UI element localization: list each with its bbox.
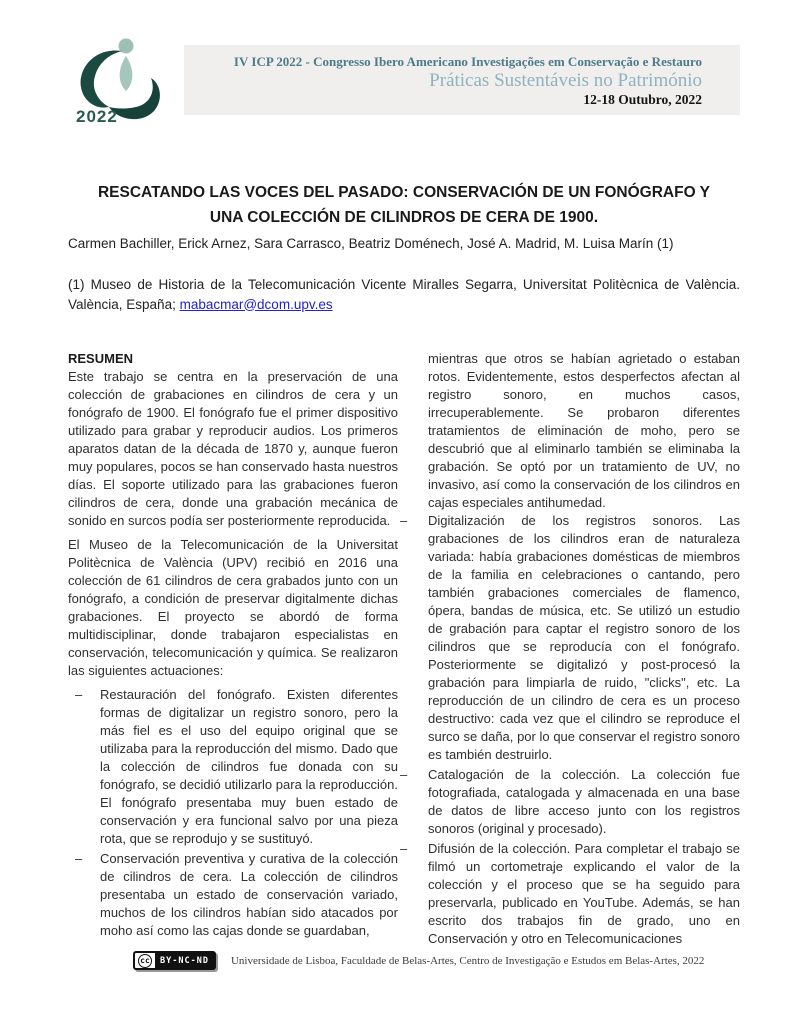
paper-title [68, 180, 740, 230]
list-item-text: Digitalización de los registros sonoros. Las grabaciones de los cilindros eran de naturaleza variada: había grabaciones domésticas de miembros de la familia en celebraciones o cantando, pero también grabaciones comerciales de flamenco, ópera, bandas de música, etc. Se utilizó un estudio de grabación para captar el registro sonoro de los cilindros que se reproducía con el fonógrafo. Posteriormente se digitalizó y post-procesó la grabación para limpiarla de ruido, "clicks", etc. La reproducción de un cilindro de cera es un proceso destructivo: cada vez que el cilindro se reproduce el surco se daña, por lo que conservar el registro sonoro es también destruirlo. [428, 513, 740, 762]
list-item-continuation: mientras que otros se habían agrietado o estaban rotos. Evidentemente, estos desperfectos afectan al registro sonoro, en muchos casos, irrecuperablemente. Se probaron diferentes tratamientos de eliminación de moho, pero se descubrió que al eliminarlo también se eliminaba la grabación. Se optó por un tratamiento de UV, no invasivo, así como la conservación de los cilindros en cajas especiales antihumedad. [428, 351, 740, 510]
page-header [68, 35, 740, 127]
list-item-restauracion [68, 686, 398, 848]
list-item-difusion [400, 840, 740, 948]
banner-congress-dates: 12-18 Outubro, 2022 [583, 92, 702, 107]
conference-logo [68, 35, 184, 127]
abstract-paragraph-1: Este trabajo se centra en la preservación de una colección de grabaciones en cilindros de cera y un fonógrafo de 1900. El fonógrafo fue el primer dispositivo utilizado para grabar y reproducir audios. Los primeros aparatos datan de la década de 1870 y, aunque fueron muy populares, pocos se han conservado hasta nuestros días. El soporte utilizado para las grabaciones fueron cilindros de cera, donde una grabación mecánica de sonido en surcos podía ser posteriormente reproducida. [68, 369, 398, 528]
list-item-catalogacion [400, 766, 740, 838]
affiliation-text: (1) Museo de Historia de la Telecomunicación Vicente Miralles Segarra, Universitat Politècnica de València. València, España; [68, 277, 740, 312]
list-item-text: Restauración del fonógrafo. Existen diferentes formas de digitalizar un registro sonoro, pero la más fiel es el uso del equipo original que se utilizaba para la reproducción del mismo. Dado que la colección de cilindros fue donada con su fonógrafo, se decidió utilizarlo para la reproducción. El fonógrafo presentaba muy buen estado de conservación y era funcional salvo por una pieza rota, que se reprodujo y se sustituyó. [100, 687, 398, 846]
abstract-column-right [398, 350, 740, 972]
list-dash-marker: – [400, 513, 408, 528]
list-dash-marker: – [75, 687, 83, 702]
logo-year-label: 2022 [76, 107, 118, 126]
authors-line: Carmen Bachiller, Erick Arnez, Sara Carrasco, Beatriz Doménech, José A. Madrid, M. Luisa Marín (1) [68, 236, 674, 251]
footer-credit: Universidade de Lisboa, Faculdade de Belas-Artes, Centro de Investigação e Estudos em Belas-Artes, 2022 [230, 954, 705, 967]
list-item-digitalizacion [400, 512, 740, 764]
paper-title-line1: RESCATANDO LAS VOCES DEL PASADO: CONSERVACIÓN DE UN FONÓGRAFO Y [97, 184, 710, 201]
paper-title-line2: UNA COLECCIÓN DE CILINDROS DE CERA DE 1900. [209, 209, 599, 226]
list-item-text: Conservación preventiva y curativa de la colección de cilindros de cera. La colección de cilindros presentaba un estado de conservación variado, muchos de los cilindros habían sido atacados por moho así como las cajas donde se guardaban, [100, 851, 398, 938]
page-footer [133, 951, 704, 970]
list-item-conservacion [68, 850, 398, 940]
list-dash-marker: – [400, 767, 408, 782]
banner-congress-title: IV ICP 2022 - Congresso Ibero Americano Investigações em Conservação e Restauro [233, 54, 702, 69]
list-item-text: Catalogación de la colección. La colección fue fotografiada, catalogada y almacenada en una base de datos de libre acceso junto con los registros sonoros (original y procesado). [428, 767, 740, 836]
abstract-column-left [68, 350, 398, 972]
banner-congress-subtitle: Práticas Sustentáveis no Património [429, 70, 702, 91]
list-dash-marker: – [400, 841, 408, 856]
email-link[interactable]: mabacmar@dcom.upv.es [179, 296, 333, 312]
list-dash-marker: – [75, 851, 83, 866]
list-item-text: Difusión de la colección. Para completar el trabajo se filmó un cortometraje explicando el valor de la colección y el proceso que se ha seguido para preservarla, publicado en YouTube. Además, se han escrito dos trabajos fin de grado, uno en Conservación y otro en Telecomunicaciones [428, 841, 740, 946]
cc-license-badge[interactable] [133, 951, 216, 970]
abstract-columns [68, 350, 740, 972]
cc-icon: cc [138, 954, 152, 968]
abstract-heading: RESUMEN [68, 351, 134, 366]
conference-banner [184, 45, 740, 115]
abstract-paragraph-2: El Museo de la Telecomunicación de la Universitat Politècnica de València (UPV) recibió en 2016 una colección de 61 cilindros de cera grabados junto con un fonógrafo, a condición de preservar digitalmente dichas grabaciones. El proyecto se abordó de forma multidisciplinar, donde trabajaron especialistas en conservación, telecomunicación y química. Se realizaron las siguientes actuaciones: [68, 537, 398, 678]
cc-license-label: BY-NC-ND [155, 953, 214, 968]
affiliation [68, 275, 740, 314]
